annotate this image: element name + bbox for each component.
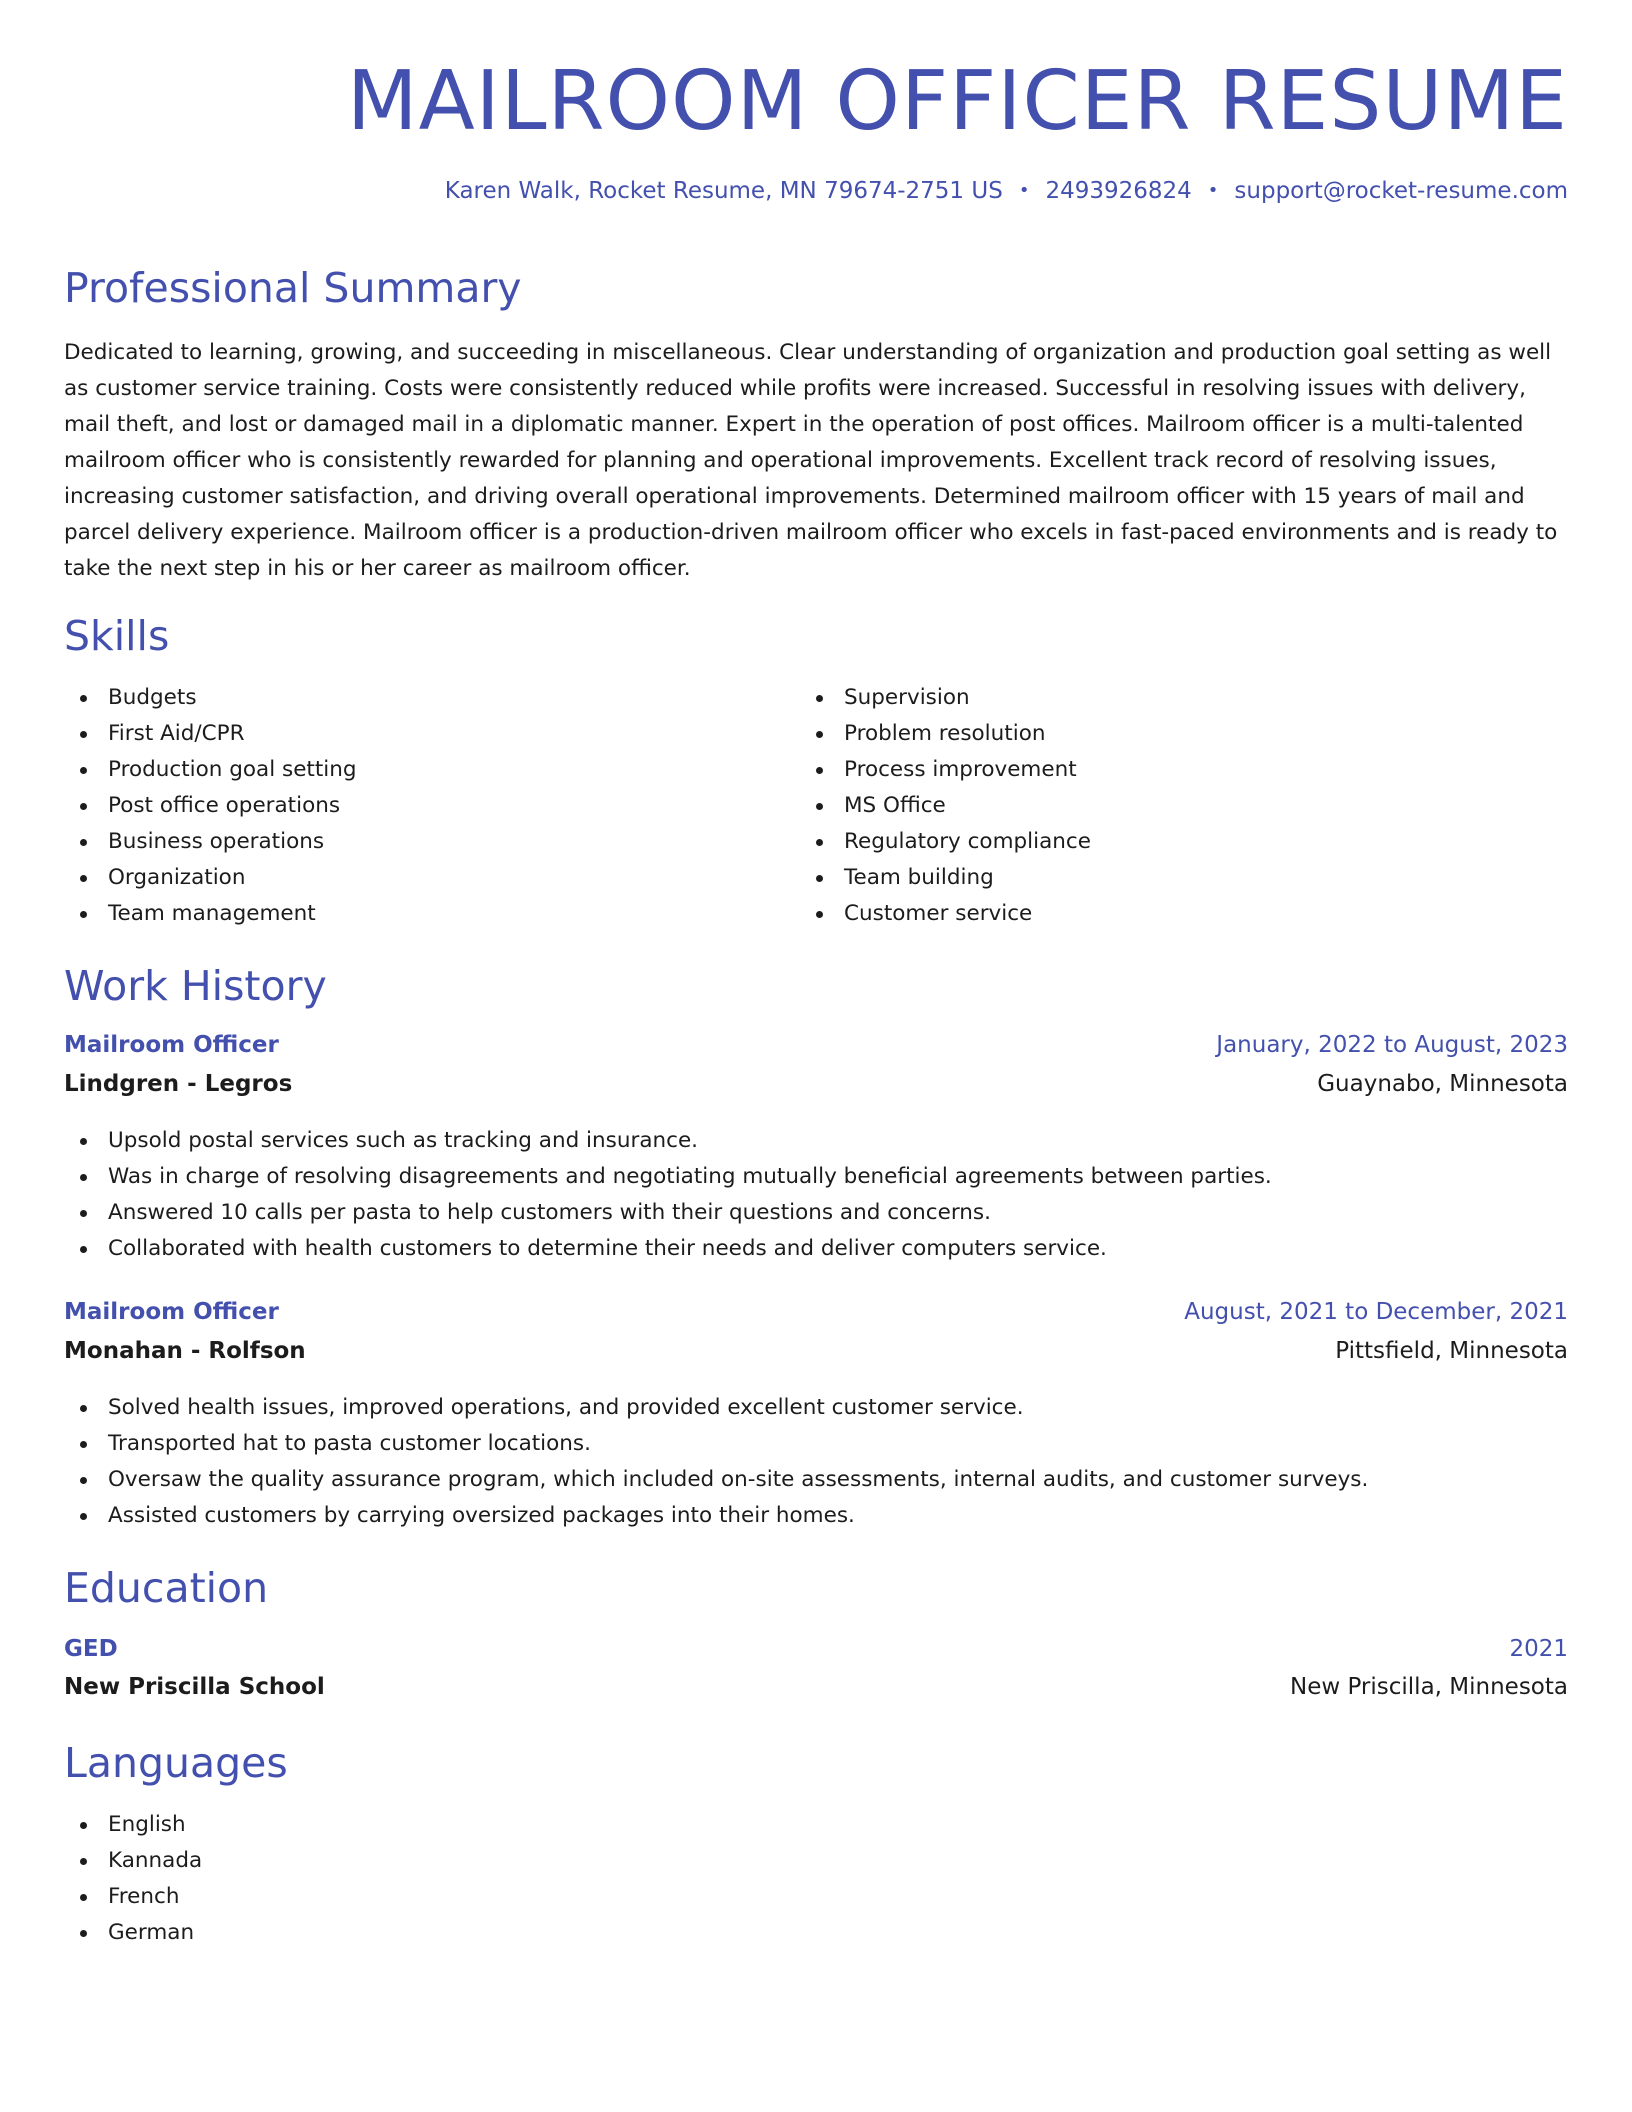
language-item: Kannada — [64, 1843, 202, 1879]
job-bullet: Solved health issues, improved operations, and provided excellent customer service. — [64, 1390, 1368, 1426]
job-location: Guaynabo, Minnesota — [1317, 1071, 1568, 1097]
job-header — [64, 1299, 1568, 1325]
job-bullet: Answered 10 calls per pasta to help customers with their questions and concerns. — [64, 1195, 1272, 1231]
language-item: French — [64, 1879, 202, 1915]
job-company: Lindgren - Legros — [64, 1071, 293, 1097]
job-bullets — [64, 1390, 1368, 1534]
contact-phone: 2493926824 — [1045, 178, 1192, 204]
work-history-heading: Work History — [64, 962, 327, 1010]
job-bullets — [64, 1123, 1272, 1267]
job-employer-row — [64, 1071, 1568, 1097]
contact-email[interactable]: support@rocket-resume.com — [1234, 178, 1568, 204]
job-bullet: Transported hat to pasta customer locations. — [64, 1426, 1368, 1462]
education-school-row — [64, 1674, 1568, 1700]
languages-list — [64, 1807, 202, 1951]
skills-list-right — [800, 680, 1091, 932]
summary-heading: Professional Summary — [64, 264, 522, 312]
job-bullet: Was in charge of resolving disagreements and negotiating mutually beneficial agreements between parties. — [64, 1159, 1272, 1195]
skill-item: Process improvement — [800, 752, 1091, 788]
contact-line — [445, 178, 1568, 204]
resume-title: MAILROOM OFFICER RESUME — [346, 54, 1568, 149]
job-title: Mailroom Officer — [64, 1032, 279, 1058]
job-title: Mailroom Officer — [64, 1299, 279, 1325]
skills-heading: Skills — [64, 612, 170, 660]
skill-item: Post office operations — [64, 788, 357, 824]
job-bullet: Assisted customers by carrying oversized packages into their homes. — [64, 1498, 1368, 1534]
skill-item: Business operations — [64, 824, 357, 860]
education-year: 2021 — [1509, 1636, 1568, 1662]
job-company: Monahan - Rolfson — [64, 1338, 306, 1364]
job-bullet: Upsold postal services such as tracking and insurance. — [64, 1123, 1272, 1159]
skill-item: Problem resolution — [800, 716, 1091, 752]
education-degree: GED — [64, 1636, 118, 1662]
skill-item: Production goal setting — [64, 752, 357, 788]
languages-heading: Languages — [64, 1739, 288, 1787]
job-bullet: Oversaw the quality assurance program, which included on-site assessments, internal audits, and customer surveys. — [64, 1462, 1368, 1498]
job-bullet: Collaborated with health customers to determine their needs and deliver computers service. — [64, 1231, 1272, 1267]
education-header — [64, 1636, 1568, 1662]
skill-item: Budgets — [64, 680, 357, 716]
skill-item: MS Office — [800, 788, 1091, 824]
job-dates: August, 2021 to December, 2021 — [1184, 1299, 1568, 1325]
skills-list-left — [64, 680, 357, 932]
job-employer-row — [64, 1338, 1568, 1364]
skill-item: Regulatory compliance — [800, 824, 1091, 860]
contact-address: Karen Walk, Rocket Resume, MN 79674-2751 US — [444, 178, 1003, 204]
skill-item: Team management — [64, 896, 357, 932]
language-item: German — [64, 1915, 202, 1951]
job-header — [64, 1032, 1568, 1058]
language-item: English — [64, 1807, 202, 1843]
skill-item: Organization — [64, 860, 357, 896]
job-location: Pittsfield, Minnesota — [1335, 1338, 1568, 1364]
education-heading: Education — [64, 1564, 269, 1612]
skill-item: Supervision — [800, 680, 1091, 716]
education-school: New Priscilla School — [64, 1674, 325, 1700]
contact-separator: • — [1018, 180, 1030, 201]
education-location: New Priscilla, Minnesota — [1289, 1674, 1568, 1700]
skill-item: Team building — [800, 860, 1091, 896]
summary-text: Dedicated to learning, growing, and succeeding in miscellaneous. Clear understanding of organization and production goal setting as well as customer service training. Costs were consistently reduced while profits were increased. Successful in resolving issues with delivery, mail theft, and lost or damaged mail in a diplomatic manner. Expert in the operation of post offices. Mailroom officer is a multi-talented mailroom officer who is consistently rewarded for planning and operational improvements. Excellent track record of resolving issues, increasing customer satisfaction, and driving overall operational improvements. Determined mailroom officer with 15 years of mail and parcel delivery experience. Mailroom officer is a production-driven mailroom officer who excels in fast-paced environments and is ready to take the next step in his or her career as mailroom officer. — [64, 340, 1558, 581]
skill-item: First Aid/CPR — [64, 716, 357, 752]
skill-item: Customer service — [800, 896, 1091, 932]
contact-separator: • — [1207, 180, 1219, 201]
job-dates: January, 2022 to August, 2023 — [1216, 1032, 1568, 1058]
